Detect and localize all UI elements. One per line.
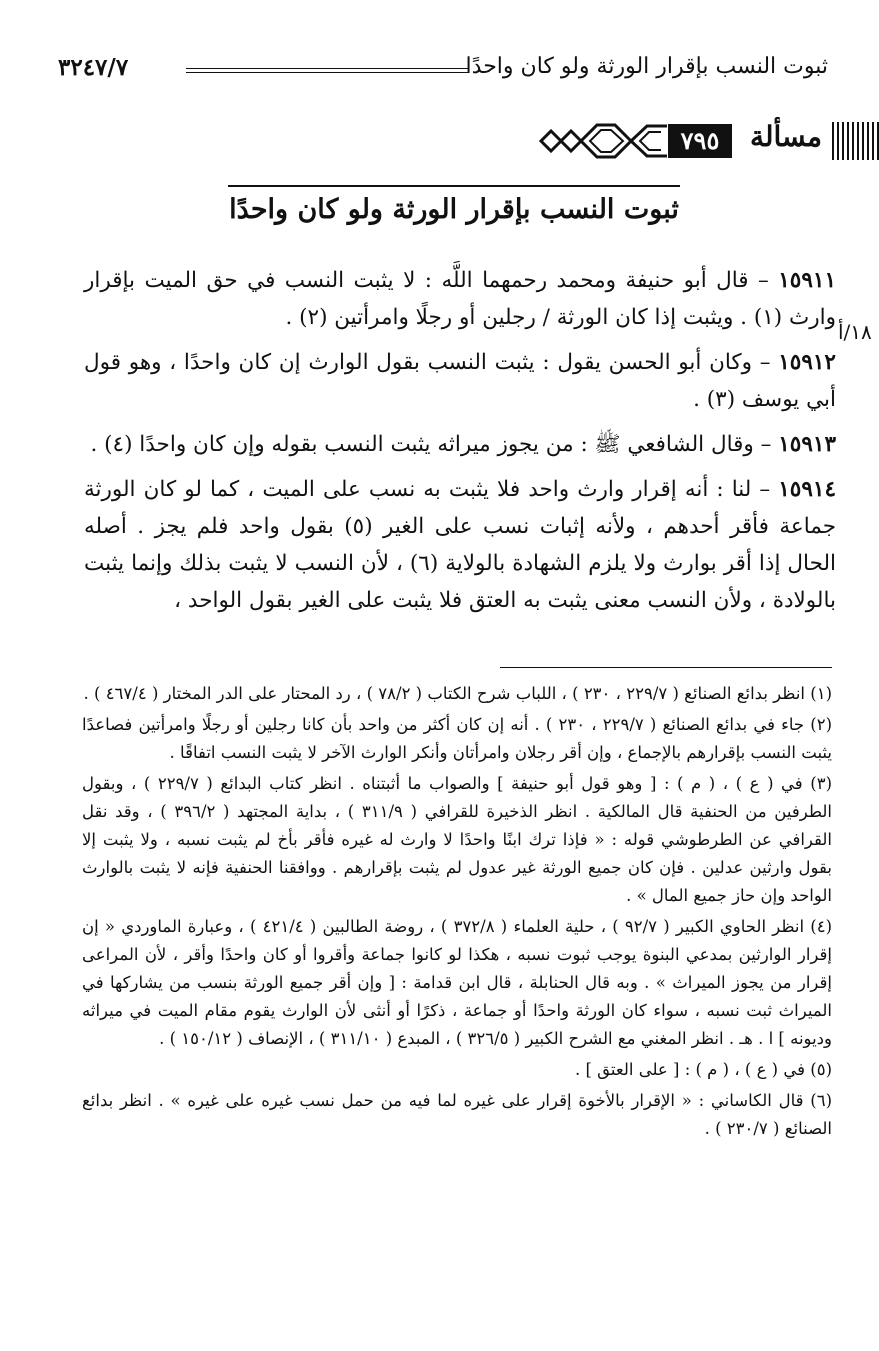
paragraph-text: – وكان أبو الحسن يقول : يثبت النسب بقول الوارث إن كان واحدًا ، وهو قول أبي يوسف (٣) . — [84, 350, 836, 412]
paragraph — [84, 262, 836, 336]
paragraph — [84, 471, 836, 619]
footnote: (٢) جاء في بدائع الصنائع ( ٢٢٩/٧ ، ٢٣٠ ) . أنه إن كان أكثر من واحد بأن كانا رجلين أو رجلًا وامرأتين فصاعدًا يثبت النسب بإقرارهم بالإجماع ، وإن أقر رجلان وامرأتان وأنكر الوارث الآخر لا يثبت النسب اتفاقًا . — [82, 715, 832, 762]
running-header — [58, 52, 828, 86]
footnote: (٦) قال الكاساني : « الإقرار بالأخوة إقرار على غيره لما فيه من حمل نسب غيره على غيره » . انظر بدائع الصنائع ( ٢٣٠/٧ ) . — [82, 1091, 832, 1138]
masala-label: مسألة — [749, 120, 822, 153]
running-header-rule — [186, 68, 468, 73]
footnote: (١) انظر بدائع الصنائع ( ٢٢٩/٧ ، ٢٣٠ ) ، اللباب شرح الكتاب ( ٧٨/٢ ) ، رد المحتار على الدر المختار ( ٤٦٧/٤ ) . — [83, 684, 832, 703]
paragraph-number: ١٥٩١٣ — [778, 432, 836, 457]
paragraph-text: – قال أبو حنيفة ومحمد رحمهما اللَّه : لا يثبت النسب في حق الميت بإقرار وارث (١) . ويثبت إذا كان الورثة / رجلين أو رجلًا وامرأتين (٢) . — [84, 268, 836, 330]
running-header-title: ثبوت النسب بإقرار الورثة ولو كان واحدًا — [465, 54, 828, 79]
banner-stripes — [832, 122, 879, 160]
banner-ornament — [535, 118, 667, 164]
body-text — [84, 262, 836, 627]
footnote-rule — [500, 667, 832, 668]
masala-banner — [535, 118, 879, 164]
footnote: (٥) في ( ع ) ، ( م ) : [ على العتق ] . — [574, 1060, 832, 1079]
footnote: (٤) انظر الحاوي الكبير ( ٩٢/٧ ) ، حلية العلماء ( ٣٧٢/٨ ) ، روضة الطالبين ( ٤٢١/٤ ) ، وعبارة الماوردي « إن إقرار الوارثين بمدعي البنوة يوجب ثبوت نسبه ، هكذا لو كانوا جماعة وأقروا أو كان واحدًا وأقر ، لأن المراعى إقرار من يجوز الميراث » . وبه قال الحنابلة ، قال ابن قدامة : [ وإن أقر جميع الورثة بنسب من يشاركها في الميراث ثبت نسبه ، سواء كان الورثة واحدًا أو جماعة ، ذكرًا أو أنثى لأن الوارث يقوم مقام الميت في ميراثه وديونه ] ا . هـ . انظر المغني مع الشرح الكبير ( ٣٢٦/٥ ) ، المبدع ( ٣١١/١٠ ) ، الإنصاف ( ١٥٠/١٢ ) . — [82, 917, 833, 1048]
paragraph-number: ١٥٩١١ — [778, 268, 836, 293]
running-header-page-ref: ٣٢٤٧/٧ — [58, 54, 129, 81]
paragraph — [84, 344, 836, 418]
paragraph-number: ١٥٩١٢ — [778, 350, 836, 375]
footnote: (٣) في ( ع ) ، ( م ) : [ وهو قول أبو حنيفة ] والصواب ما أثبتناه . انظر كتاب البدائع ( ٢٢٩/٧ ) ، وبقول الطرفين من الحنفية قال المالكية . انظر الذخيرة للقرافي ( ٣١١/٩ ) ، بداية المجتهد ( ٣٩٦/٢ ) ، وقد نقل القرافي عن الطرطوشي قوله : « فإذا ترك ابنًا واحدًا لا وارث له غيره فأقر بأخ لم يثبت نسبه ، ولا يثبت إلا بقول وارثين عدلين . فإن كان جميع الورثة غير عدول لم يثبت بإقرارهم . ووافقنا الحنفية فإنه لا يثبت بالوارث الواحد وإن حاز جميع المال » . — [82, 774, 832, 905]
footnotes — [82, 680, 832, 1146]
paragraph-text: – لنا : أنه إقرار وارث واحد فلا يثبت به نسب على الميت ، كما لو كان الورثة جماعة فأقر أحدهم ، ولأنه إثبات نسب على الغير (٥) بقول واحد فلم يجز . أصله الحال إذا أقر بوارث ولا يلزم الشهادة بالولاية (٦) ، لأن النسب لا يثبت بذلك وإنما يثبت بالولادة ، ولأن النسب معنى يثبت به العتق فلا يثبت على الغير بقول الواحد ، — [84, 477, 836, 613]
paragraph-text: – وقال الشافعي ﷺ : من يجوز ميراثه يثبت النسب بقوله وإن كان واحدًا (٤) . — [90, 432, 772, 457]
paragraph — [84, 426, 836, 463]
main-title: ثبوت النسب بإقرار الورثة ولو كان واحدًا — [229, 194, 679, 225]
title-rule — [228, 185, 680, 187]
margin-page-marker: ١٨/أ — [838, 320, 872, 344]
paragraph-number: ١٥٩١٤ — [778, 477, 836, 502]
masala-number: ٧٩٥ — [668, 124, 732, 158]
